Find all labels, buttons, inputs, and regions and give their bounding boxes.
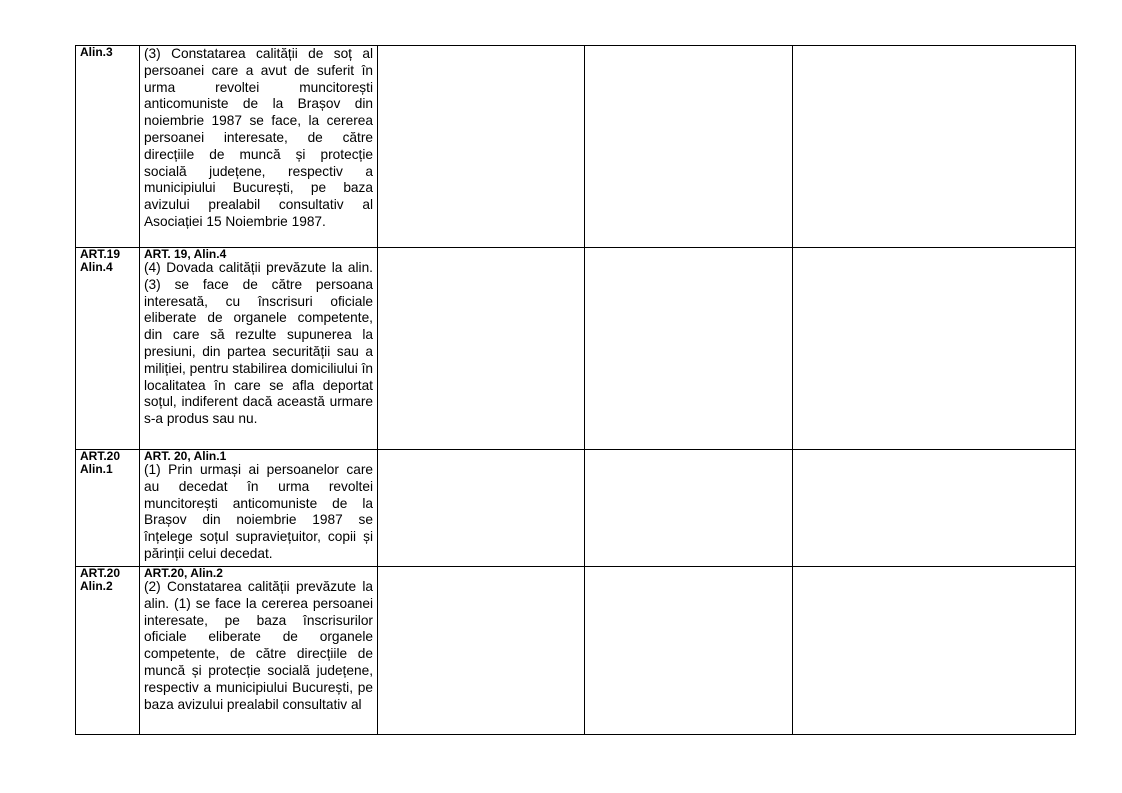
article-ref-cell: [76, 567, 140, 735]
article-ref: ART.20: [80, 449, 121, 463]
article-heading: ART.20, Alin.2: [144, 566, 223, 580]
article-heading: ART. 19, Alin.4: [144, 247, 227, 261]
article-text-cell: [140, 450, 378, 567]
article-text-cell: [140, 248, 378, 450]
article-text-cell: [140, 46, 378, 248]
empty-cell: [793, 450, 1076, 567]
empty-cell: [585, 567, 793, 735]
article-ref: ART.20: [80, 566, 121, 580]
article-ref-cell: [76, 248, 140, 450]
article-ref: Alin.3: [80, 45, 113, 59]
empty-cell: [378, 567, 585, 735]
empty-cell: [378, 248, 585, 450]
paragraph-ref: Alin.4: [80, 260, 113, 274]
paragraph-ref: Alin.1: [80, 462, 113, 476]
paragraph-ref: Alin.2: [80, 579, 113, 593]
empty-cell: [793, 46, 1076, 248]
article-ref-cell: [76, 46, 140, 248]
empty-cell: [378, 450, 585, 567]
empty-cell: [793, 567, 1076, 735]
article-paragraph: (2) Constatarea calității prevăzute la alin. (1) se face la cererea persoanei interesate, pe baza înscrisurilor oficiale eliberate de organele competente, de către direcțiile de muncă și protecție socială județene, respectiv a municipiului București, pe baza avizului prealabil consultativ al: [144, 579, 373, 712]
empty-cell: [585, 46, 793, 248]
empty-cell: [793, 248, 1076, 450]
empty-cell: [585, 248, 793, 450]
article-paragraph: (3) Constatarea calității de soț al persoanei care a avut de suferit în urma revoltei muncitorești anticomuniste de la Brașov din noiembrie 1987 se face, la cererea persoanei interesate, de către direcțiile de muncă și protecție socială județene, respectiv a municipiului București, pe baza avizului prealabil consultativ al Asociației 15 Noiembrie 1987.: [144, 46, 373, 229]
table-row: [76, 450, 1076, 567]
table-row: [76, 46, 1076, 248]
article-text-cell: [140, 567, 378, 735]
table-row: [76, 567, 1076, 735]
document-table: [75, 45, 1076, 735]
empty-cell: [378, 46, 585, 248]
empty-cell: [585, 450, 793, 567]
article-paragraph: (4) Dovada calității prevăzute la alin. (3) se face de către persoana interesată, cu înscrisuri oficiale eliberate de organele competente, din care să rezulte supunerea la presiuni, din partea securității sau a miliției, pentru stabilirea domiciliului în localitatea în care se afla deportat soțul, indiferent dacă această urmare s-a produs sau nu.: [144, 260, 373, 427]
article-ref-cell: [76, 450, 140, 567]
table-row: [76, 248, 1076, 450]
article-heading: ART. 20, Alin.1: [144, 449, 227, 463]
article-paragraph: (1) Prin urmași ai persoanelor care au decedat în urma revoltei muncitorești anticomuniste de la Brașov din noiembrie 1987 se înțelege soțul supraviețuitor, copii și părinții celui decedat.: [144, 462, 373, 561]
article-ref: ART.19: [80, 247, 121, 261]
